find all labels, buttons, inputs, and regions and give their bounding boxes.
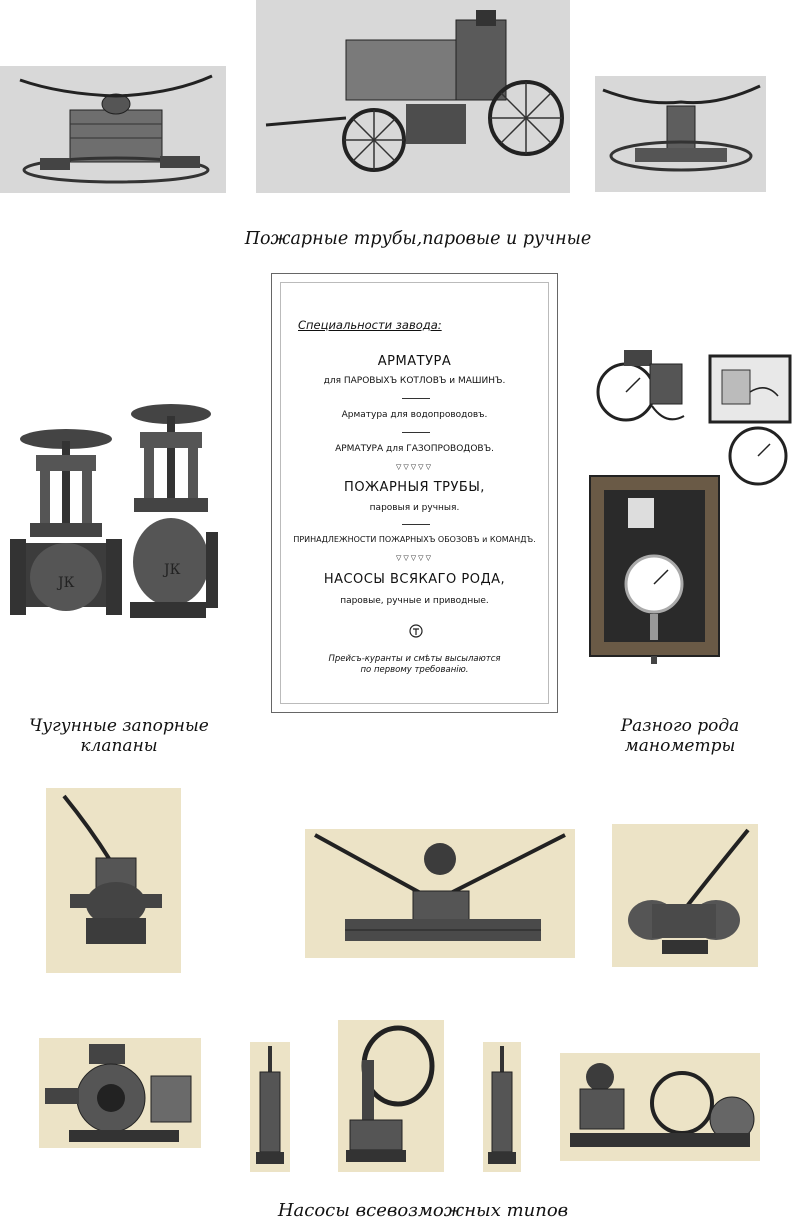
advert-fire-pipes-sub: паровыя и ручныя.: [369, 503, 460, 513]
caption-pumps: Насосы всевозможных типов: [277, 1200, 569, 1221]
caption-gauges-line2: манометры: [624, 736, 736, 757]
advert-pumps: НАСОСЫ ВСЯКАГО РОДА,: [323, 572, 506, 587]
gear-driven-pump-image: [560, 1053, 760, 1161]
double-arm-pump-image: [305, 829, 575, 958]
pressure-gauge-recorder-image: [596, 346, 688, 430]
caption-fire-pumps: Пожарные трубы,паровые и ручные: [244, 229, 592, 249]
centrifugal-pump-image: [39, 1038, 201, 1148]
piston-cylinder-2-image: [483, 1042, 521, 1172]
caption-valves-line1: Чугунные запорные: [29, 716, 209, 736]
flywheel-pump-image: [338, 1020, 444, 1172]
caption-valves-line2: клапаны: [80, 736, 158, 757]
recording-gauge-box-image: [706, 352, 794, 490]
advert-footer-line1: Прейсъ-куранты и смѣты высылаются: [328, 654, 501, 664]
lever-pump-2-image: [612, 824, 758, 967]
straight-valve-image: [10, 427, 122, 640]
advert-gas: АРМАТУРА для ГАЗОПРОВОДОВЪ.: [335, 444, 494, 454]
advert-armatura-sub: для ПАРОВЫХЪ КОТЛОВЪ и МАШИНЪ.: [323, 376, 506, 386]
advert-ornament-1: ▽▽▽▽▽: [396, 463, 433, 471]
valve-mark-left: ЈК: [58, 575, 75, 591]
emblem-icon: [409, 624, 423, 638]
caption-valves: [10, 716, 228, 757]
advert-footer: [272, 654, 557, 677]
lever-pump-image: [46, 788, 181, 973]
caption-gauges-line1: Разного рода: [620, 716, 740, 736]
advert-page: [271, 273, 558, 713]
wall-gauge-cabinet-image: [588, 474, 721, 664]
steam-fire-engine-image: [256, 0, 570, 193]
advert-water: Арматура для водопроводовъ.: [341, 410, 488, 420]
advert-rule-2: [402, 432, 430, 433]
advert-armatura: АРМАТУРА: [377, 354, 452, 369]
hand-fire-pump-image: [0, 66, 226, 193]
lever-hand-pump-image: [595, 76, 766, 192]
piston-cylinder-image: [250, 1042, 290, 1172]
advert-rule-1: [402, 398, 430, 399]
advert-ornament-2: ▽▽▽▽▽: [396, 554, 433, 562]
caption-gauges: [600, 716, 760, 757]
advert-footer-line2: по первому требованію.: [360, 665, 469, 676]
advert-pumps-sub: паровые, ручные и приводные.: [340, 596, 489, 606]
angle-valve-image: [124, 402, 218, 624]
advert-heading: Специальности завода:: [298, 318, 442, 332]
valve-mark-right: ЈК: [164, 562, 181, 578]
advert-fire-pipes: ПОЖАРНЫЯ ТРУБЫ,: [344, 480, 485, 495]
advert-rule-3: [402, 524, 430, 525]
advert-accessories: ПРИНАДЛЕЖНОСТИ ПОЖАРНЫХЪ ОБОЗОВЪ и КОМАНДЪ.: [293, 535, 536, 544]
